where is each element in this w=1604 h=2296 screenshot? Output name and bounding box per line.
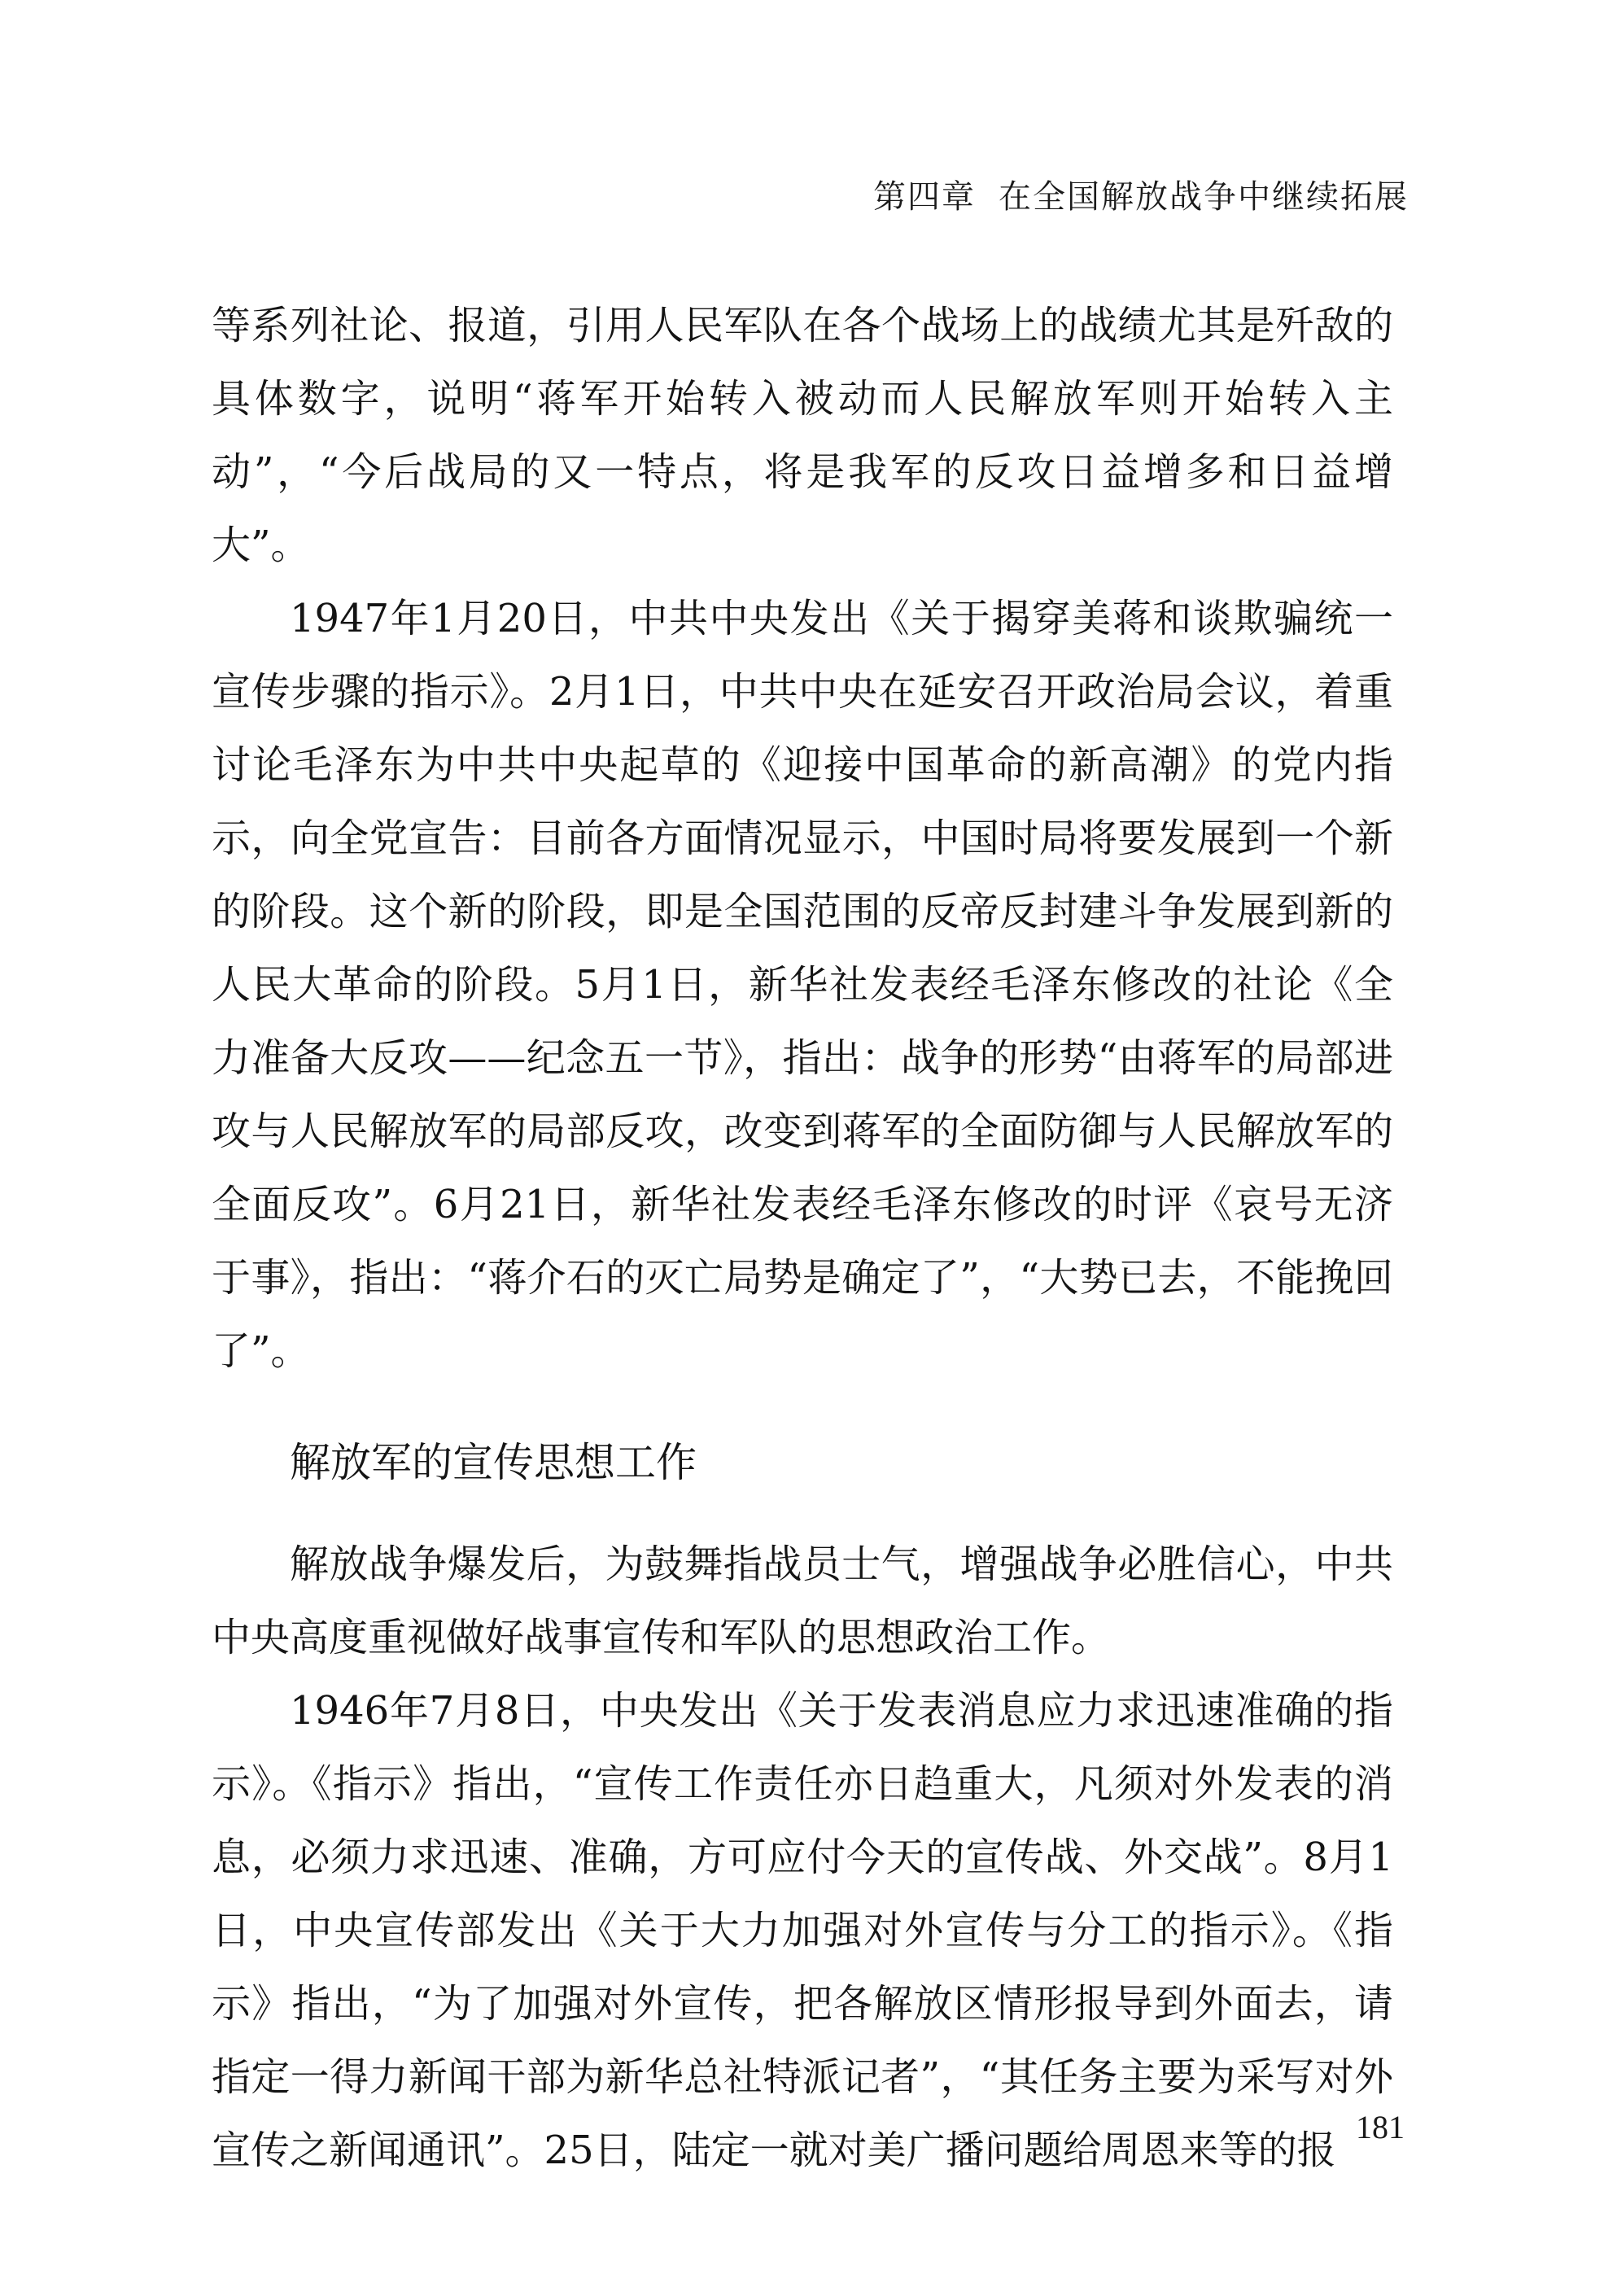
page-number: 181 bbox=[1356, 2109, 1405, 2145]
main-text bbox=[212, 289, 1393, 2187]
paragraph-1946-events: 1946年7月8日，中央发出《关于发表消息应力求迅速准确的指示》。《指示》指出，“宣传工作责任亦日趋重大，凡须对外发表的消息，必须力求迅速、准确，方可应付今天的宣传战、外交战”。8月1日，中央宣传部发出《关于大力加强对外宣传与分工的指示》。《指示》指出，“为了加强对外宣传，把各解放区情形报导到外面去，请指定一得力新闻干部为新华总社特派记者”，“其任务主要为采写对外宣传之新闻通讯”。25日，陆定一就对美广播问题给周恩来等的报 bbox=[212, 1688, 1393, 2173]
paragraph-continued: 等系列社论、报道，引用人民军队在各个战场上的战绩尤其是歼敌的具体数字，说明“蒋军开始转入被动而人民解放军则开始转入主动”，“今后战局的又一特点，将是我军的反攻日益增多和日益增大”。 bbox=[212, 303, 1393, 568]
paragraph-1947-events: 1947年1月20日，中共中央发出《关于揭穿美蒋和谈欺骗统一宣传步骤的指示》。2月1日，中共中央在延安召开政治局会议，着重讨论毛泽东为中共中央起草的《迎接中国革命的新高潮》的党内指示，向全党宣告：目前各方面情况显示，中国时局将要发展到一个新的阶段。这个新的阶段，即是全国范围的反帝反封建斗争发展到新的人民大革命的阶段。5月1日，新华社发表经毛泽东修改的社论《全力准备大反攻——纪念五一节》，指出：战争的形势“由蒋军的局部进攻与人民解放军的局部反攻，改变到蒋军的全面防御与人民解放军的全面反攻”。6月21日，新华社发表经毛泽东修改的时评《哀号无济于事》，指出：“蒋介石的灭亡局势是确定了”，“大势已去，不能挽回了”。 bbox=[212, 596, 1393, 1374]
chapter-title: 在全国解放战争中继续拓展 bbox=[999, 178, 1409, 216]
chapter-number: 第四章 bbox=[873, 178, 976, 216]
paragraph-section-intro: 解放战争爆发后，为鼓舞指战员士气，增强战争必胜信心，中共中央高度重视做好战事宣传和军队的思想政治工作。 bbox=[212, 1542, 1393, 1660]
running-header bbox=[873, 171, 1409, 217]
section-heading: 解放军的宣传思想工作 bbox=[290, 1439, 697, 1486]
